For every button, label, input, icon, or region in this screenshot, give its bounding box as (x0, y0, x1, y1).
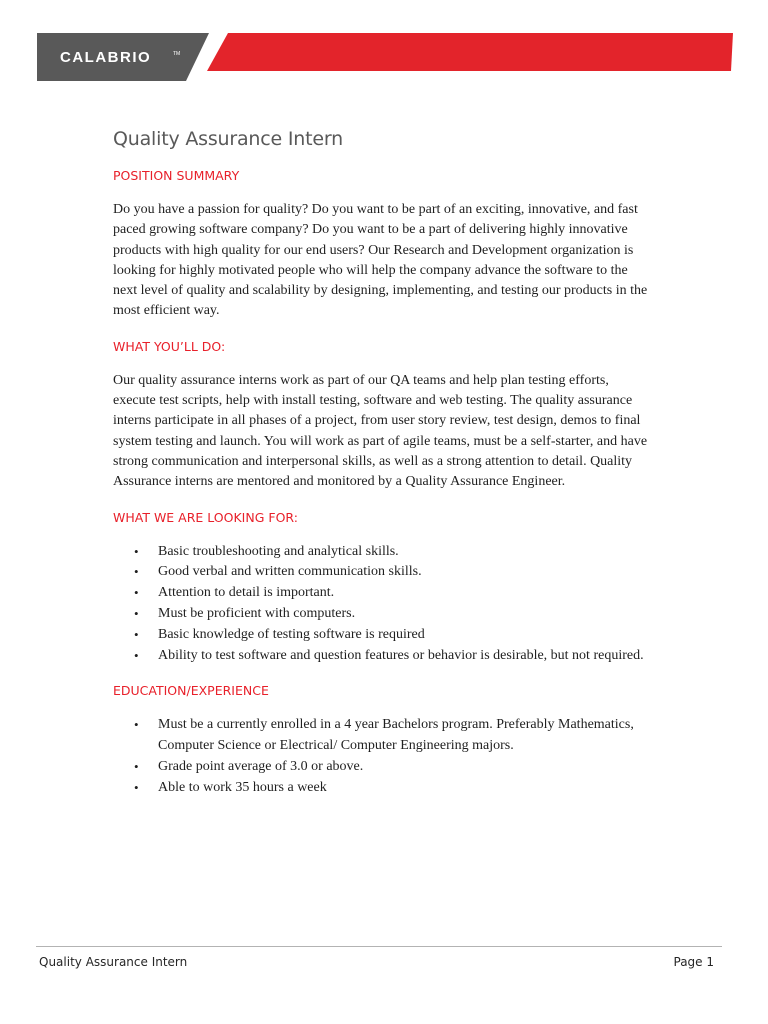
list-item: • Basic knowledge of testing software is required (113, 625, 653, 646)
list-item: • Good verbal and written communication skills. (113, 562, 653, 583)
education-heading: EDUCATION/EXPERIENCE (113, 683, 269, 699)
header-banner (0, 0, 768, 90)
looking-for-heading: WHAT WE ARE LOOKING FOR: (113, 509, 298, 525)
what-youll-do-text: Our quality assurance interns work as part of our QA teams and help plan testing efforts, execute test scripts, help with install testing, software and web testing. The quality assurance interns participate in all phases of a project, from user story review, test design, demos to final system testing and launch. You will work as part of agile teams, must be a self-starter, and have strong communication and interpersonal skills, as well as a strong attention to detail. Quality Assurance interns are mentored and monitored by a Quality Assurance Engineer. (113, 372, 648, 490)
list-item: • Must be proficient with computers. (113, 604, 653, 625)
header-red-band (207, 33, 733, 71)
position-summary-heading: POSITION SUMMARY (113, 168, 240, 183)
page-number: Page 1 (673, 955, 714, 969)
list-item: • Ability to test software and question features or behavior is desirable, but not required. (113, 646, 653, 667)
footer-divider (36, 946, 722, 947)
what-youll-do-heading: WHAT YOU’LL DO: (113, 338, 226, 354)
position-summary-text: Do you have a passion for quality? Do you want to be part of an exciting, innovative, and fast paced growing software company? Do you want to be a part of delivering highly innovative products with high quality for our end users? Our Research and Development organization is looking for highly motivated people who will help the company advance the software to the next level of quality and scalability by designing, implementing, and testing our products in the most efficient way. (113, 202, 648, 319)
list-item: • Must be a currently enrolled in a 4 year Bachelors program. Preferably Mathematics, Computer Science or Electrical/ Computer Engineering majors. (113, 715, 653, 757)
document-body (113, 128, 653, 816)
company-logo: CALABRIO (60, 49, 152, 66)
list-item: • Basic troubleshooting and analytical skills. (113, 542, 653, 563)
header-band-graphic (0, 0, 768, 90)
list-item: • Attention to detail is important. (113, 583, 653, 604)
footer-title: Quality Assurance Intern (39, 955, 188, 969)
list-item: • Able to work 35 hours a week (113, 778, 653, 799)
education-list (113, 715, 653, 798)
logo-trademark: TM (173, 51, 181, 57)
looking-for-list (113, 542, 653, 667)
list-item: • Grade point average of 3.0 or above. (113, 757, 653, 778)
page-title: Quality Assurance Intern (113, 128, 343, 150)
